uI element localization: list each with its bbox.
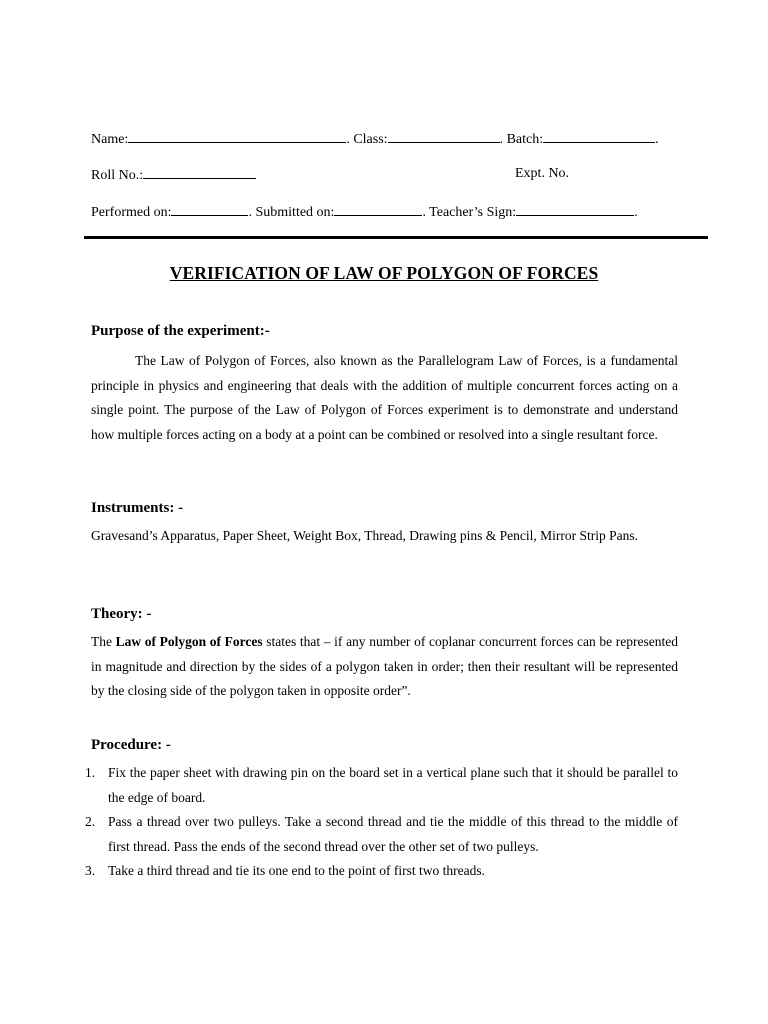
step-text: Take a third thread and tie its one end to the point of first two threads. xyxy=(108,863,485,878)
procedure-step xyxy=(85,859,678,884)
batch-end: . xyxy=(655,132,659,147)
step-number: 1. xyxy=(85,765,96,780)
theory-text xyxy=(91,630,678,704)
teacher-sign-field[interactable] xyxy=(516,203,634,216)
header-row-1 xyxy=(91,130,659,148)
instruments-text: Gravesand’s Apparatus, Paper Sheet, Weight Box, Thread, Drawing pins & Pencil, Mirror Strip Pans. xyxy=(91,528,638,543)
roll-label: Roll No.: xyxy=(91,168,144,183)
class-label: . Class: xyxy=(346,132,388,147)
name-field[interactable] xyxy=(128,130,346,143)
purpose-text: The Law of Polygon of Forces, also known as the Parallelogram Law of Forces, is a fundamental principle in physics and engineering that deals with the addition of multiple concurrent forces acting on a single point. The purpose of the Law of Polygon of Forces experiment is to demonstrate and understand how multiple forces acting on a body at a point can be combined or resolved into a single resultant force. xyxy=(91,353,678,442)
step-number: 2. xyxy=(85,814,96,829)
theory-rest: states that – if any number of coplanar concurrent forces can be represented in magnitude and direction by the sides of a polygon taken in order; then their resultant will be represented by the closing side of the polygon taken in opposite order”. xyxy=(91,634,678,698)
performed-field[interactable] xyxy=(171,203,248,216)
class-field[interactable] xyxy=(388,130,500,143)
theory-prefix: The xyxy=(91,634,116,649)
theory-law-name: Law of Polygon of Forces xyxy=(115,634,263,649)
header-row-3 xyxy=(91,203,638,221)
procedure-list xyxy=(85,761,678,884)
theory-heading: Theory: - xyxy=(91,606,152,622)
performed-label: Performed on: xyxy=(91,205,172,220)
header-row-2 xyxy=(91,166,256,184)
procedure-step xyxy=(85,761,678,810)
batch-label: . Batch: xyxy=(499,132,544,147)
batch-field[interactable] xyxy=(543,130,655,143)
purpose-heading: Purpose of the experiment:- xyxy=(91,323,270,339)
step-number: 3. xyxy=(85,863,96,878)
roll-field[interactable] xyxy=(143,166,256,179)
procedure-step xyxy=(85,810,678,859)
submitted-label: . Submitted on: xyxy=(248,205,335,220)
expt-label: Expt. No. xyxy=(515,166,570,181)
step-text: Pass a thread over two pulleys. Take a second thread and tie the middle of this thread to the middle of first thread. Pass the ends of the second thread over the other set of two pulleys. xyxy=(108,814,678,854)
page-title: VERIFICATION OF LAW OF POLYGON OF FORCES xyxy=(169,263,599,283)
teacher-end: . xyxy=(634,205,638,220)
procedure-heading: Procedure: - xyxy=(91,737,171,753)
instruments-heading: Instruments: - xyxy=(91,500,184,516)
submitted-field[interactable] xyxy=(334,203,422,216)
teacher-label: . Teacher’s Sign: xyxy=(422,205,517,220)
step-text: Fix the paper sheet with drawing pin on the board set in a vertical plane such that it should be parallel to the edge of board. xyxy=(108,765,678,805)
name-label: Name: xyxy=(91,132,129,147)
header-divider xyxy=(84,236,708,239)
